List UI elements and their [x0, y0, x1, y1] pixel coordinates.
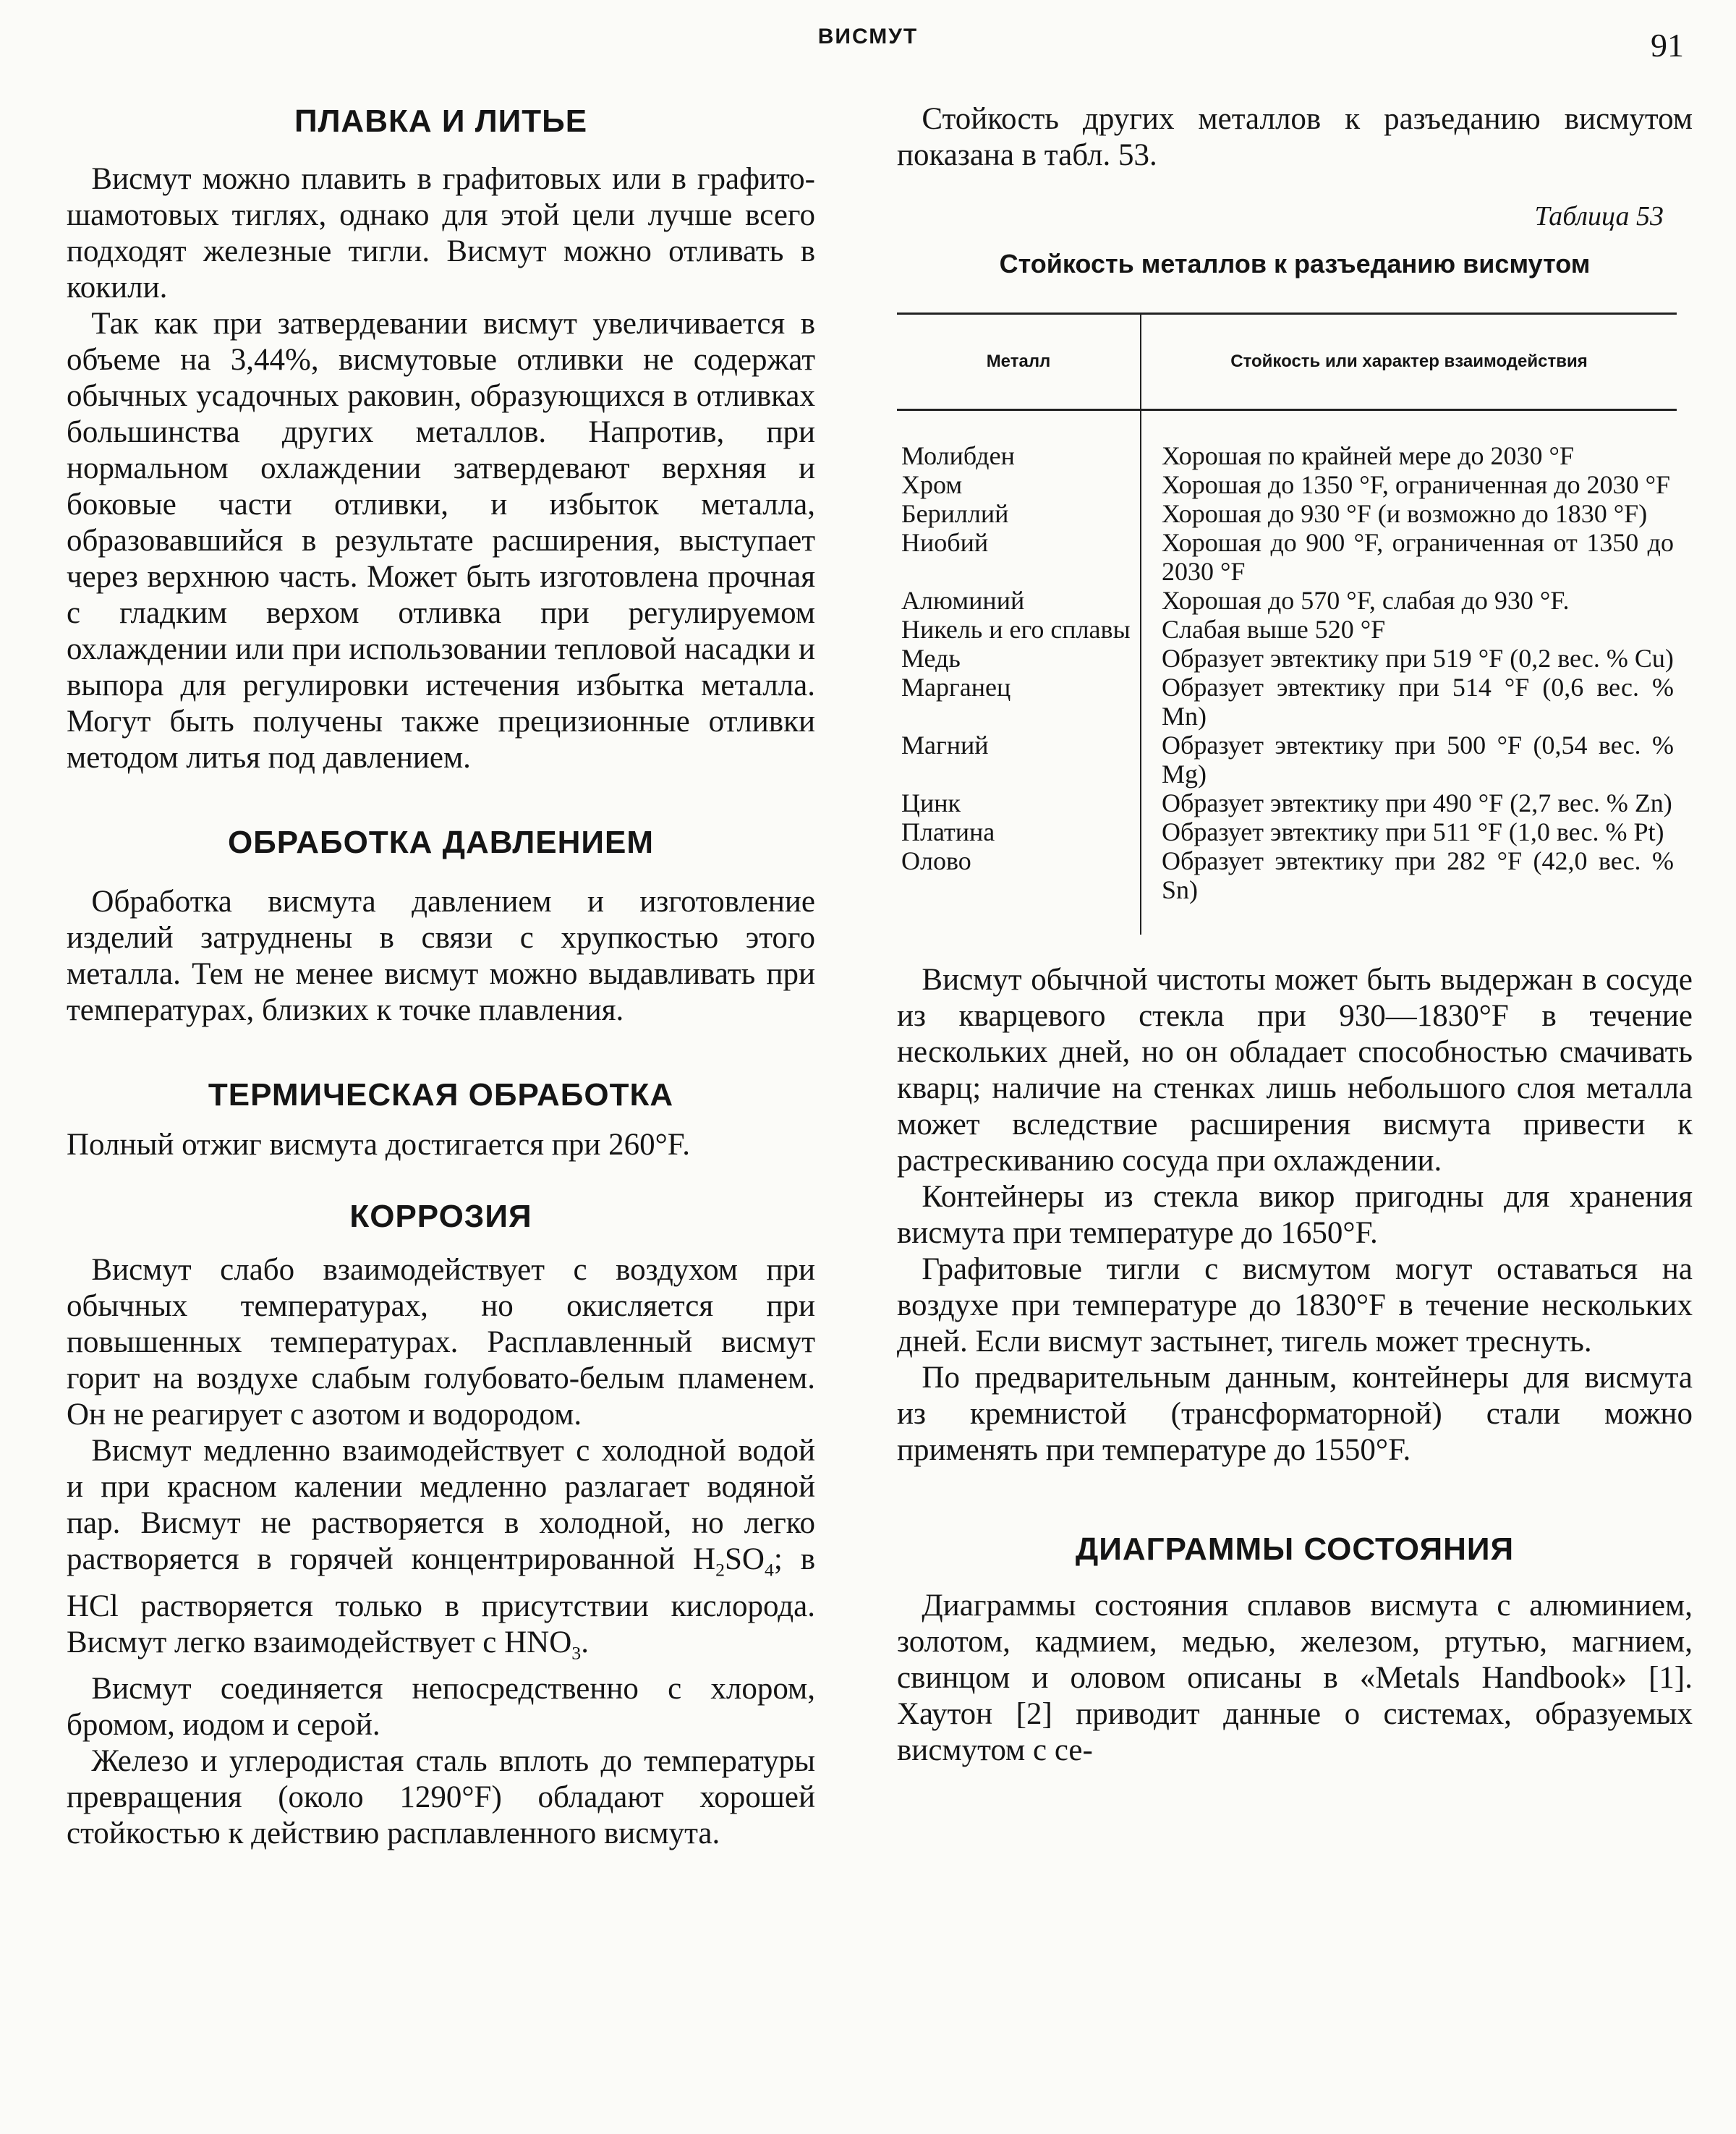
- table-row: [897, 410, 1677, 471]
- running-title: ВИСМУТ: [817, 25, 919, 48]
- resistance-cell: Образует эвтектику при 490 °F (2,7 вес. % Zn): [1162, 788, 1672, 817]
- metal-cell: Алюминий: [897, 586, 1141, 615]
- paragraph: Контейнеры из стекла викор пригодны для хранения висмута при температуре до 1650°F.: [897, 1180, 1693, 1250]
- paragraph: Стойкость других металлов к разъеданию висмутом показана в табл. 53.: [897, 102, 1693, 172]
- metal-cell: Магний: [897, 731, 1141, 788]
- metal-cell: Хром: [897, 470, 1141, 499]
- table-row: [897, 615, 1677, 644]
- table-row: [897, 846, 1677, 935]
- table-row: [897, 817, 1677, 846]
- resistance-cell: Хорошая до 900 °F, ограниченная от 1350 до 2030 °F: [1162, 528, 1674, 586]
- metal-cell: Медь: [897, 644, 1141, 673]
- table-row: [897, 470, 1677, 499]
- right-column: [897, 101, 1693, 1769]
- section-title-phase-diagrams: ДИАГРАММЫ СОСТОЯНИЯ: [1075, 1531, 1515, 1567]
- metals-resistance-table: [897, 313, 1677, 935]
- page-number: 91: [1651, 27, 1684, 64]
- column-header-resistance: Стойкость или характер взаимодействия: [1141, 314, 1677, 410]
- metal-cell: Молибден: [897, 410, 1141, 471]
- section-title-melting: ПЛАВКА И ЛИТЬЕ: [294, 103, 588, 139]
- table-row: [897, 731, 1677, 788]
- table-row: [897, 673, 1677, 731]
- resistance-cell: Слабая выше 520 °F: [1162, 615, 1386, 644]
- resistance-cell: Образует эвтектику при 282 °F (42,0 вес. % Sn): [1162, 846, 1674, 904]
- section-title-pressure-working: ОБРАБОТКА ДАВЛЕНИЕМ: [227, 824, 655, 860]
- resistance-cell: Образует эвтектику при 519 °F (0,2 вес. % Cu): [1162, 644, 1674, 673]
- section-title-corrosion: КОРРОЗИЯ: [349, 1199, 532, 1235]
- metal-cell: Платина: [897, 817, 1141, 846]
- paragraph: Висмут соединяется непосредственно с хлором, бромом, иодом и серой.: [67, 1672, 815, 1743]
- metal-cell: Никель и его сплавы: [897, 615, 1141, 644]
- left-column: [67, 101, 815, 1852]
- paragraph: Висмут слабо взаимодействует с воздухом при обычных температурах, но окисляется при повышенных температурах. Расплавленный висмут горит на воздухе слабым голубовато-белым пламенем. Он не реагирует с азотом и водородом.: [67, 1253, 815, 1432]
- resistance-cell: Хорошая до 570 °F, слабая до 930 °F.: [1162, 586, 1570, 615]
- table-header-row: [897, 314, 1677, 410]
- resistance-cell: Образует эвтектику при 500 °F (0,54 вес. % Mg): [1162, 731, 1674, 788]
- table-label: Таблица 53: [1534, 201, 1664, 231]
- metal-cell: Марганец: [897, 673, 1141, 731]
- paragraph: Висмут медленно взаимодействует с холодной водой и при красном калении медленно разлагает водяной пар. Висмут не растворяется в холодной, но легко растворяется в горячей концентрированной $H_2SO_4$; в HCl растворяется только в присутствии кислорода. Висмут легко взаимодействует с $HNO_3$.: [67, 1434, 816, 1664]
- paragraph: По предварительным данным, контейнеры для висмута из кремнистой (трансформаторной) стали можно применять при температуре до 1550°F.: [897, 1361, 1693, 1467]
- table-title: Стойкость металлов к разъеданию висмутом: [999, 249, 1591, 279]
- metal-cell: Олово: [897, 846, 1141, 935]
- resistance-cell: Образует эвтектику при 514 °F (0,6 вес. % Mn): [1162, 673, 1674, 731]
- paragraph: Полный отжиг висмута достигается при 260°F.: [67, 1128, 690, 1162]
- paragraph: Графитовые тигли с висмутом могут оставаться на воздухе при температуре до 1830°F в течение нескольких дней. Если висмут застынет, тигель может треснуть.: [897, 1252, 1693, 1359]
- paragraph: Обработка висмута давлением и изготовление изделий затруднены в связи с хрупкостью этого металла. Тем не менее висмут можно выдавливать при температурах, близких к точке плавления.: [67, 884, 815, 1027]
- section-title-heat-treatment: ТЕРМИЧЕСКАЯ ОБРАБОТКА: [208, 1076, 674, 1113]
- table-row: [897, 586, 1677, 615]
- table-row: [897, 499, 1677, 528]
- table-row: [897, 788, 1677, 817]
- metal-cell: Бериллий: [897, 499, 1141, 528]
- resistance-cell: Хорошая до 930 °F (и возможно до 1830 °F): [1162, 499, 1648, 528]
- resistance-cell: Хорошая до 1350 °F, ограниченная до 2030 °F: [1162, 470, 1671, 499]
- resistance-cell: Образует эвтектику при 511 °F (1,0 вес. % Pt): [1162, 817, 1664, 846]
- paragraph: Так как при затвердевании висмут увеличивается в объеме на 3,44%, висмутовые отливки не содержат обычных усадочных раковин, образующихся в отливках большинства других металлов. Напротив, при нормальном охлаждении затвердевают верхняя и боковые части отливки, и избыток металла, образовавшийся в результате расширения, выступает через верхнюю часть. Может быть изготовлена прочная с гладким верхом отливка при регулируемом охлаждении или при использовании тепловой насадки и выпора для регулировки истечения избытка металла. Могут быть получены также прецизионные отливки методом литья под давлением.: [67, 306, 815, 775]
- column-header-metal: Металл: [897, 314, 1141, 410]
- table-row: [897, 528, 1677, 586]
- paragraph: Висмут можно плавить в графитовых или в графито-шамотовых тиглях, однако для этой цели лучше всего подходят железные тигли. Висмут можно отливать в кокили.: [67, 161, 815, 305]
- paragraph: Железо и углеродистая сталь вплоть до температуры превращения (около 1290°F) обладают хорошей стойкостью к действию расплавленного висмута.: [67, 1744, 815, 1851]
- paragraph: Диаграммы состояния сплавов висмута с алюминием, золотом, кадмием, медью, железом, ртутью, магнием, свинцом и оловом описаны в «Metals Handbook» [1]. Хаутон [2] приводит данные о системах, образуемых висмутом с се-: [897, 1588, 1693, 1767]
- paragraph: Висмут обычной чистоты может быть выдержан в сосуде из кварцевого стекла при 930—1830°F в течение нескольких дней, но он обладает способностью смачивать кварц; наличие на стенках лишь небольшого слоя металла может вследствие расширения висмута привести к растрескиванию сосуда при охлаждении.: [897, 963, 1693, 1178]
- metal-cell: Цинк: [897, 788, 1141, 817]
- metal-cell: Ниобий: [897, 528, 1141, 586]
- table-row: [897, 644, 1677, 673]
- resistance-cell: Хорошая по крайней мере до 2030 °F: [1162, 441, 1574, 470]
